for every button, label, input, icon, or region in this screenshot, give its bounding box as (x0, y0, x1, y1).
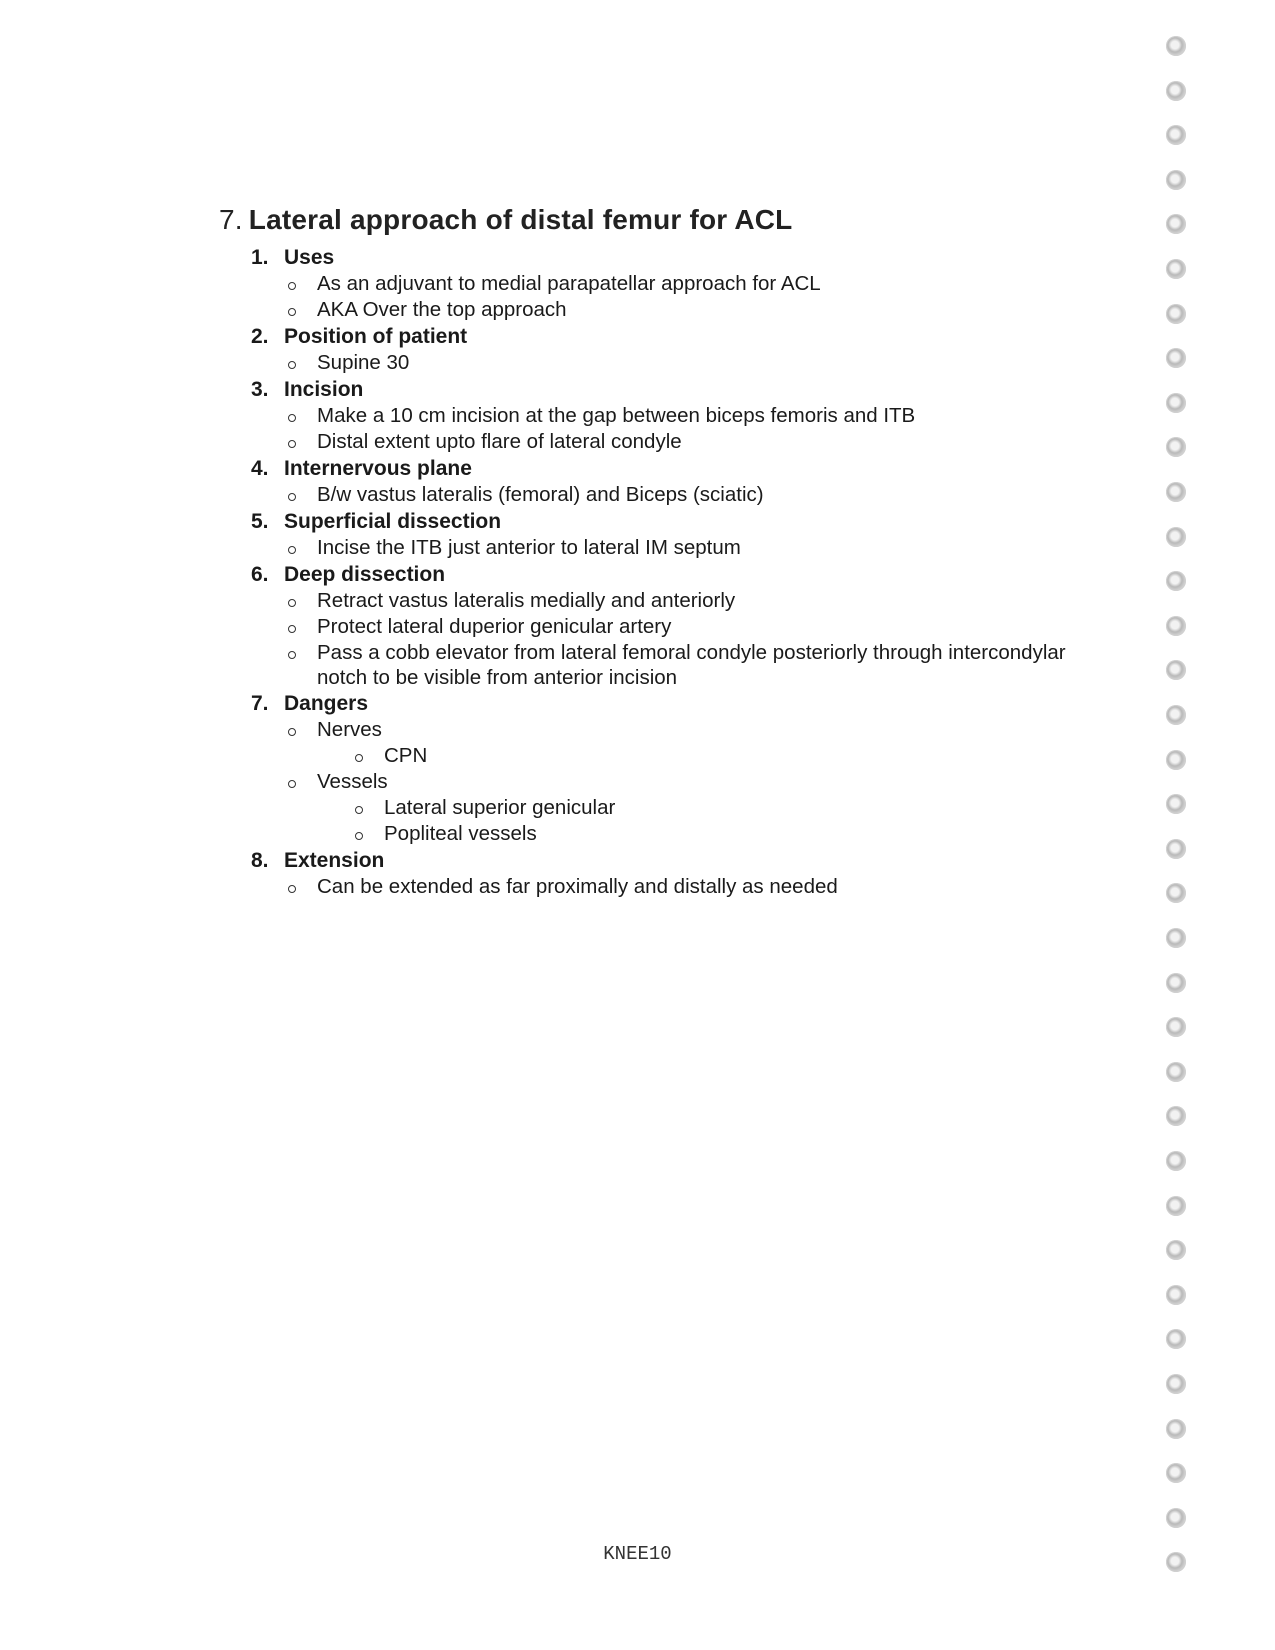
binding-hole (1166, 839, 1186, 859)
circle-bullet-icon (288, 780, 296, 788)
circle-bullet-icon (355, 832, 363, 840)
section-number: 3. (251, 378, 269, 401)
binding-hole (1166, 170, 1186, 190)
binding-hole (1166, 1062, 1186, 1082)
binding-hole (1166, 1463, 1186, 1483)
bullet-item (284, 588, 1119, 614)
sub-bullet-list (317, 743, 1119, 769)
title-number: 7. (219, 204, 243, 235)
bullet-text: Make a 10 cm incision at the gap between biceps femoris and ITB (317, 404, 916, 427)
section-number: 8. (251, 849, 269, 872)
bullet-item (284, 874, 1119, 900)
bullet-item (284, 717, 1119, 769)
title-text: Lateral approach of distal femur for ACL (248, 204, 793, 235)
section-item (251, 508, 1119, 561)
bullet-text: Protect lateral duperior genicular artery (317, 615, 672, 638)
circle-bullet-icon (355, 806, 363, 814)
circle-bullet-icon (288, 361, 296, 369)
binding-hole (1166, 1419, 1186, 1439)
sub-bullet-item (351, 795, 1119, 821)
binding-hole (1166, 1508, 1186, 1528)
document-content (219, 204, 1119, 900)
binding-hole (1166, 616, 1186, 636)
sub-bullet-item (351, 743, 1119, 769)
sub-bullet-text: Lateral superior genicular (384, 796, 616, 819)
binding-hole (1166, 750, 1186, 770)
section-item (251, 323, 1119, 376)
binding-hole (1166, 259, 1186, 279)
sub-bullet-text: Popliteal vessels (384, 822, 537, 845)
bullet-text: Nerves (317, 718, 382, 741)
section-heading-text: Uses (284, 246, 335, 269)
binding-hole (1166, 1196, 1186, 1216)
binding-hole (1166, 393, 1186, 413)
bullet-list (251, 350, 1119, 376)
section-heading (251, 323, 1119, 350)
circle-bullet-icon (288, 308, 296, 316)
section-list (219, 244, 1119, 900)
bullet-text: As an adjuvant to medial parapatellar approach for ACL (317, 272, 821, 295)
section-number: 1. (251, 246, 269, 269)
bullet-list (251, 874, 1119, 900)
circle-bullet-icon (288, 728, 296, 736)
circle-bullet-icon (288, 493, 296, 501)
binding-hole (1166, 304, 1186, 324)
section-heading-text: Deep dissection (284, 563, 446, 586)
section-item (251, 847, 1119, 900)
binding-hole (1166, 973, 1186, 993)
binding-hole (1166, 214, 1186, 234)
binding-hole (1166, 1285, 1186, 1305)
bullet-list (251, 482, 1119, 508)
circle-bullet-icon (288, 414, 296, 422)
section-item (251, 561, 1119, 690)
sub-bullet-item (351, 821, 1119, 847)
circle-bullet-icon (288, 282, 296, 290)
binding-holes (1166, 36, 1190, 1626)
section-heading (251, 508, 1119, 535)
section-number: 5. (251, 510, 269, 533)
bullet-item (284, 403, 1119, 429)
binding-hole (1166, 437, 1186, 457)
binding-hole (1166, 348, 1186, 368)
bullet-item (284, 769, 1119, 847)
sub-bullet-list (317, 795, 1119, 847)
bullet-item (284, 429, 1119, 455)
section-item (251, 455, 1119, 508)
binding-hole (1166, 1017, 1186, 1037)
binding-hole (1166, 81, 1186, 101)
binding-hole (1166, 883, 1186, 903)
bullet-text: Vessels (317, 770, 388, 793)
bullet-text: Incise the ITB just anterior to lateral IM septum (317, 536, 741, 559)
bullet-item (284, 482, 1119, 508)
section-item (251, 244, 1119, 323)
bullet-list (251, 403, 1119, 455)
binding-hole (1166, 527, 1186, 547)
section-heading (251, 244, 1119, 271)
bullet-text: Pass a cobb elevator from lateral femoral condyle posteriorly through intercondylar notch to be visible from anterior incision (317, 641, 1066, 689)
section-heading-text: Dangers (284, 692, 369, 715)
section-heading (251, 847, 1119, 874)
document-title (219, 204, 1119, 236)
section-heading-text: Internervous plane (284, 457, 472, 480)
section-number: 2. (251, 325, 269, 348)
binding-hole (1166, 660, 1186, 680)
bullet-list (251, 588, 1119, 690)
page-footer: KNEE10 (603, 1543, 672, 1565)
section-heading-text: Extension (284, 849, 385, 872)
binding-hole (1166, 571, 1186, 591)
section-item (251, 376, 1119, 455)
section-heading-text: Incision (284, 378, 364, 401)
binding-hole (1166, 928, 1186, 948)
sub-bullet-text: CPN (384, 744, 428, 767)
circle-bullet-icon (288, 546, 296, 554)
circle-bullet-icon (288, 885, 296, 893)
bullet-item (284, 271, 1119, 297)
bullet-text: Supine 30 (317, 351, 410, 374)
section-number: 7. (251, 692, 269, 715)
binding-hole (1166, 1151, 1186, 1171)
bullet-item (284, 297, 1119, 323)
binding-hole (1166, 794, 1186, 814)
binding-hole (1166, 482, 1186, 502)
section-number: 6. (251, 563, 269, 586)
bullet-item (284, 350, 1119, 376)
circle-bullet-icon (288, 440, 296, 448)
bullet-text: Retract vastus lateralis medially and anteriorly (317, 589, 736, 612)
bullet-list (251, 271, 1119, 323)
circle-bullet-icon (288, 599, 296, 607)
binding-hole (1166, 705, 1186, 725)
bullet-item (284, 640, 1119, 690)
bullet-list (251, 717, 1119, 847)
bullet-list (251, 535, 1119, 561)
section-heading-text: Position of patient (284, 325, 468, 348)
circle-bullet-icon (288, 651, 296, 659)
section-item (251, 690, 1119, 847)
bullet-text: B/w vastus lateralis (femoral) and Biceps (sciatic) (317, 483, 764, 506)
bullet-item (284, 614, 1119, 640)
section-number: 4. (251, 457, 269, 480)
circle-bullet-icon (288, 625, 296, 633)
binding-hole (1166, 1329, 1186, 1349)
bullet-text: Can be extended as far proximally and distally as needed (317, 875, 838, 898)
bullet-text: AKA Over the top approach (317, 298, 567, 321)
section-heading (251, 455, 1119, 482)
section-heading-text: Superficial dissection (284, 510, 502, 533)
bullet-text: Distal extent upto flare of lateral condyle (317, 430, 682, 453)
section-heading (251, 561, 1119, 588)
binding-hole (1166, 1374, 1186, 1394)
binding-hole (1166, 125, 1186, 145)
section-heading (251, 690, 1119, 717)
binding-hole (1166, 1106, 1186, 1126)
binding-hole (1166, 36, 1186, 56)
binding-hole (1166, 1240, 1186, 1260)
circle-bullet-icon (355, 754, 363, 762)
section-heading (251, 376, 1119, 403)
bullet-item (284, 535, 1119, 561)
